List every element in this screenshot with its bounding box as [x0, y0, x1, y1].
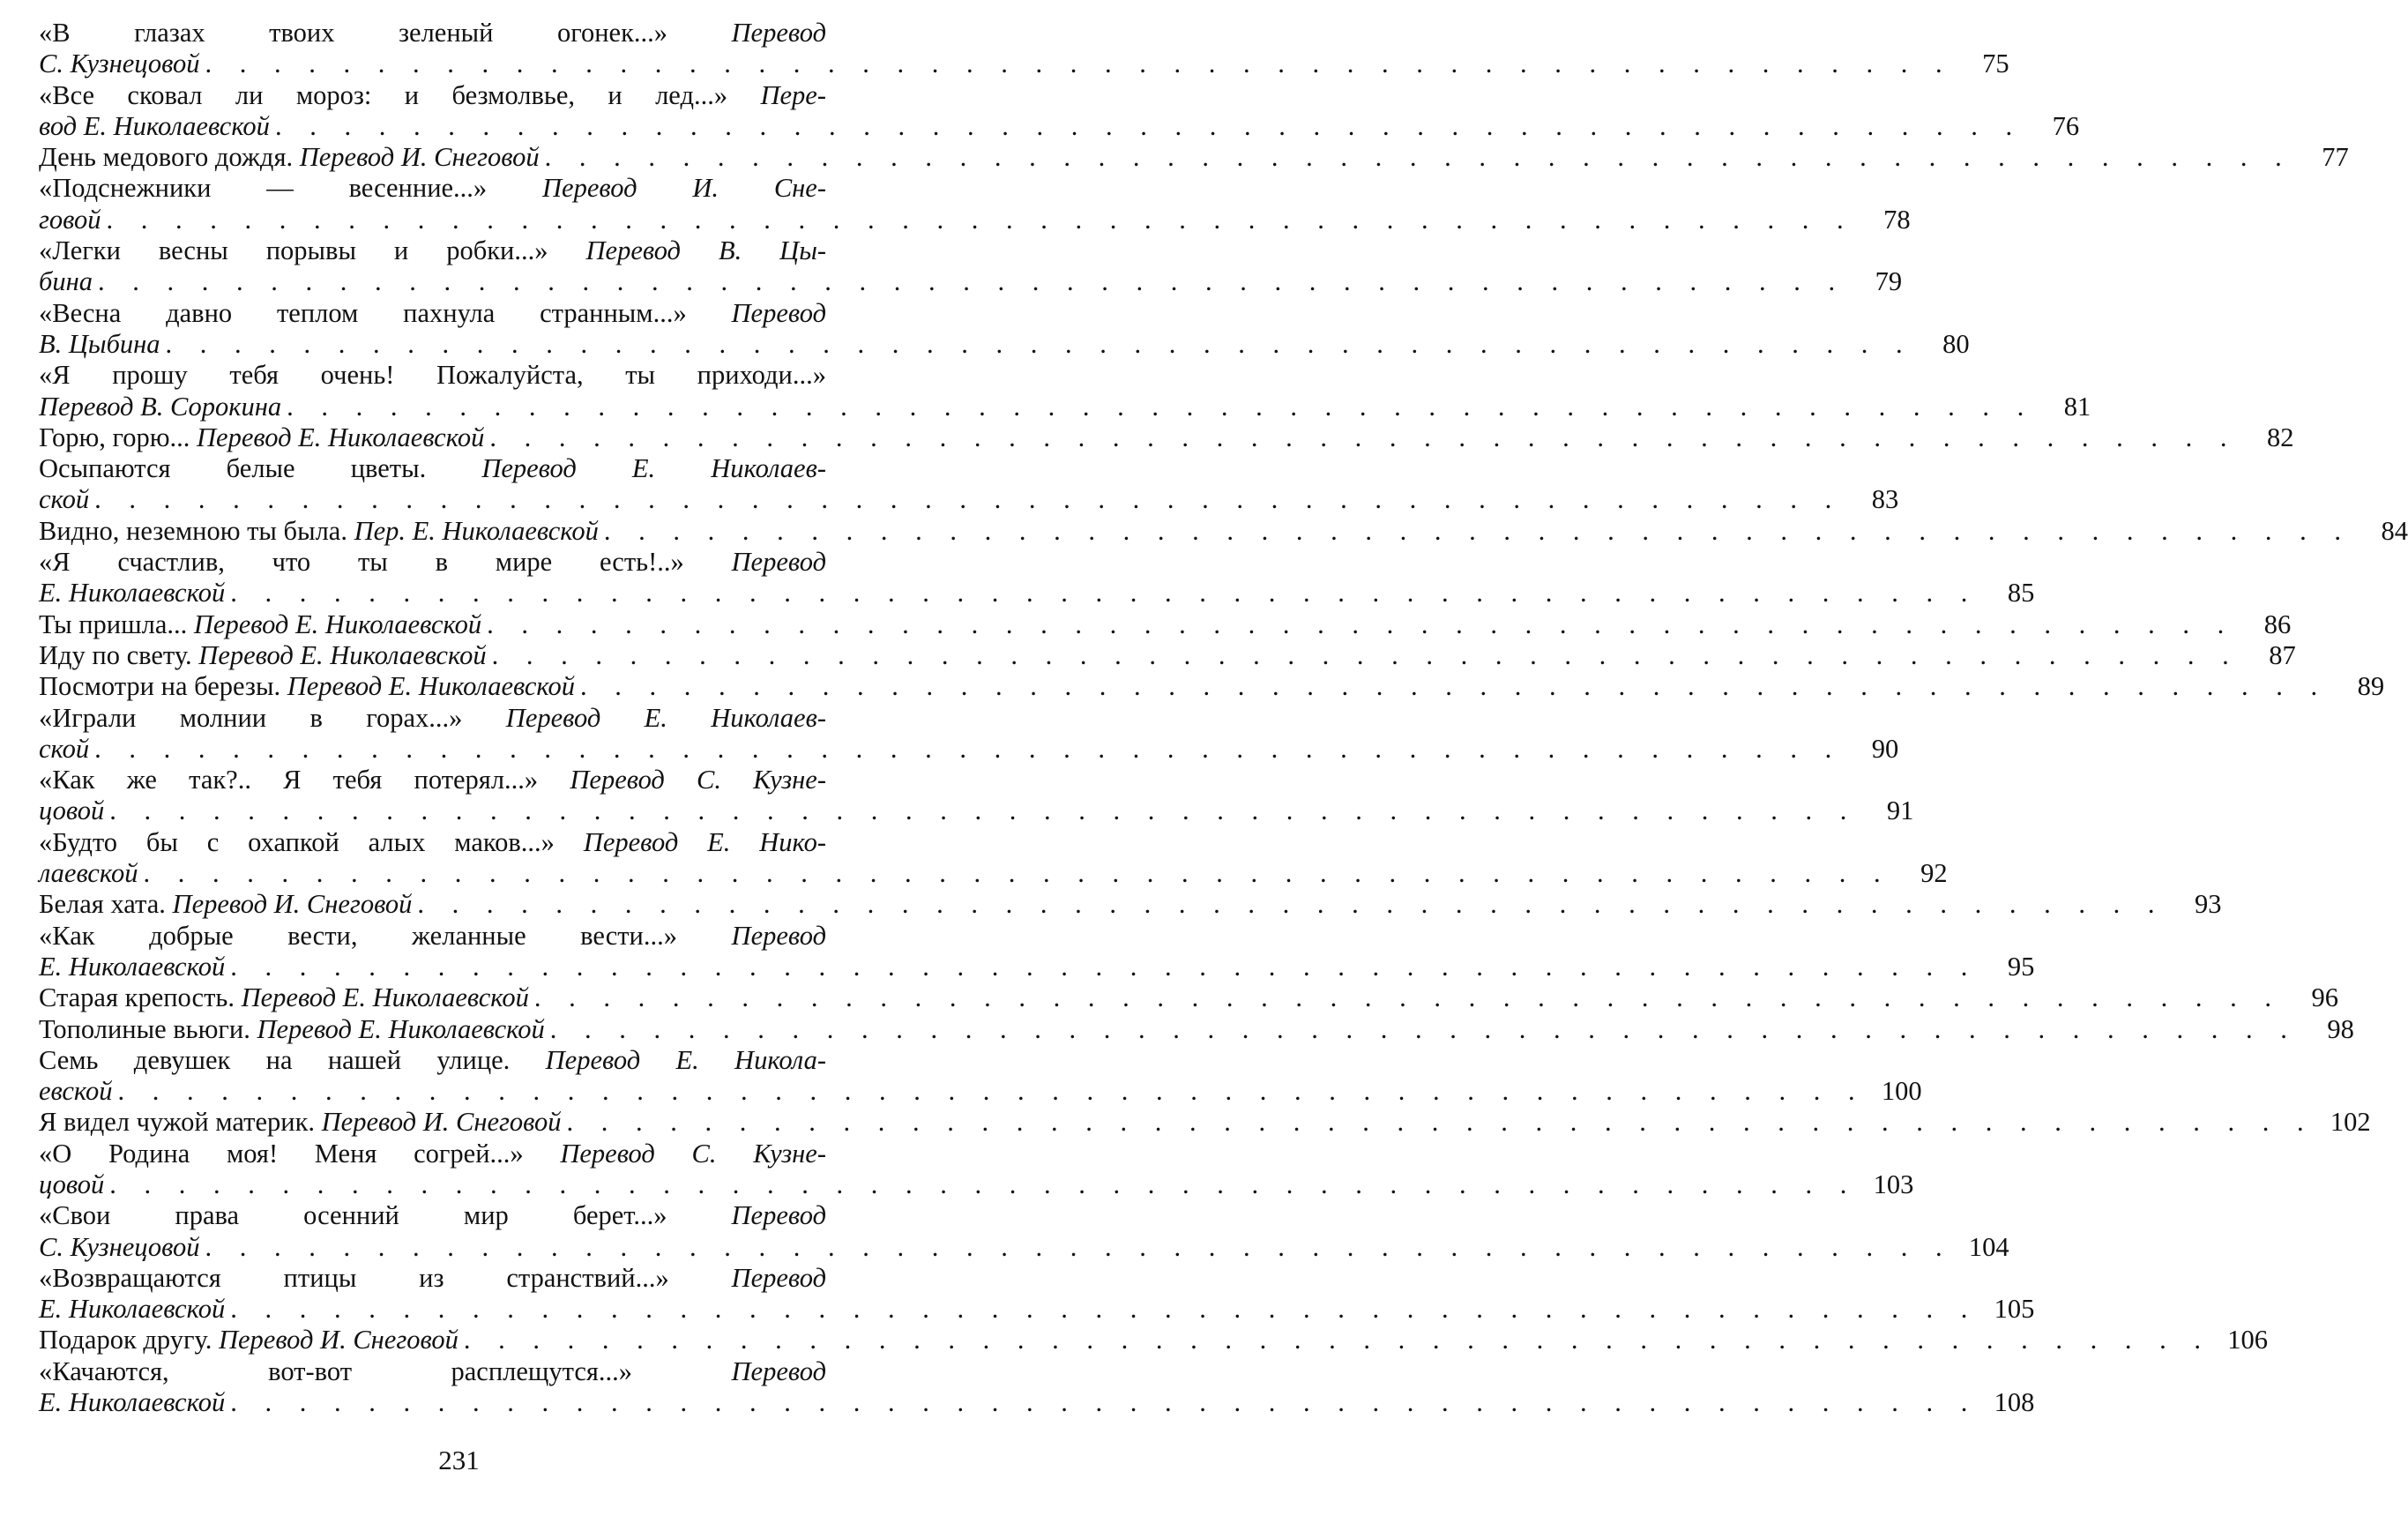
- entry-translator: Перевод: [731, 547, 826, 578]
- toc-entry: [39, 889, 2222, 920]
- entry-page-number: 98: [2327, 1013, 2354, 1044]
- leader-dots: [104, 795, 1857, 826]
- entry-translator: Перевод Е. Николаевской: [193, 609, 482, 639]
- entry-translator: Перевод Е. Николаевской: [197, 422, 485, 452]
- leader-dots: [540, 142, 2292, 173]
- toc-entry: [39, 765, 1914, 827]
- entry-translator: Перевод: [731, 297, 826, 328]
- entry-page-number: 76: [2052, 110, 2080, 141]
- entry-page-number: 86: [2263, 609, 2292, 639]
- entry-title: «Как же так?.. Я тебя потерял...»: [39, 765, 539, 795]
- entry-translator-cont: евской: [39, 1076, 113, 1107]
- entry-title: «О Родина моя! Меня согрей...»: [39, 1138, 524, 1169]
- entry-title: Старая крепость.: [39, 982, 235, 1013]
- page-number: 231: [438, 1445, 480, 1475]
- entry-page-number: 77: [2322, 142, 2349, 173]
- entry-translator: Перевод Е. Николаевской: [198, 639, 487, 670]
- entry-translator: Перевод Е. Николаевской: [287, 671, 576, 702]
- entry-page-number: 104: [1968, 1231, 2009, 1262]
- entry-translator: Перевод: [731, 920, 827, 951]
- entry-title: День медового дождя.: [39, 142, 294, 173]
- entry-title: «В глазах твоих зеленый огонек...»: [39, 18, 668, 48]
- leader-dots: [104, 1169, 1857, 1200]
- entry-translator: Перевод С. Кузне-: [570, 765, 826, 795]
- leader-dots: [281, 392, 2034, 422]
- toc-entry: [39, 142, 2349, 173]
- entry-page-number: 90: [1871, 733, 1899, 764]
- toc-entry: [39, 18, 2009, 80]
- entry-page-number: 92: [1920, 858, 1948, 889]
- entry-page-number: 100: [1881, 1076, 1922, 1107]
- entry-page-number: 95: [2007, 951, 2035, 982]
- entry-page-number: 81: [2063, 391, 2091, 422]
- entry-translator: Перевод: [731, 1355, 826, 1386]
- entry-translator: Перевод Е. Николаевской: [257, 1013, 545, 1044]
- toc-entry: [39, 1200, 2009, 1263]
- entry-translator-cont: вод Е. Николаевской: [39, 110, 270, 141]
- entry-page-number: 103: [1873, 1169, 1914, 1199]
- leader-dots: [484, 422, 2237, 453]
- toc-entry: [39, 173, 1911, 235]
- entry-translator-cont: ской: [39, 484, 90, 515]
- toc-entry: [39, 79, 2080, 143]
- leader-dots: [599, 516, 2352, 547]
- entry-title: «Подснежники — весенние...»: [39, 173, 488, 204]
- toc-entry: [39, 1325, 2268, 1355]
- toc-entry: [39, 609, 2292, 640]
- toc-entry: [39, 235, 1903, 298]
- entry-translator: Перевод И. Снеговой: [321, 1107, 562, 1138]
- entry-title: Видно, неземною ты была.: [39, 515, 347, 546]
- leader-dots: [93, 266, 1845, 297]
- entry-translator: Перевод В. Цы-: [585, 235, 827, 266]
- entry-translator: Перевод Е. Никола-: [545, 1044, 826, 1075]
- entry-page-number: 91: [1886, 795, 1914, 826]
- entry-page-number: 82: [2266, 422, 2294, 452]
- entry-translator: Перевод И. Снеговой: [172, 889, 413, 920]
- entry-translator-cont: говой: [39, 204, 101, 235]
- entry-translator: Пере-: [760, 79, 826, 110]
- toc-entry: [39, 826, 1948, 890]
- entry-page-number: 83: [1871, 484, 1899, 515]
- toc-entry: [39, 1138, 1914, 1201]
- toc-entry: [39, 1262, 2035, 1326]
- leader-dots: [487, 640, 2240, 671]
- toc-entry: [39, 453, 1899, 516]
- leader-dots: [113, 1076, 1866, 1107]
- leader-dots: [529, 982, 2282, 1013]
- toc-entry: [39, 515, 2408, 547]
- leader-dots: [160, 329, 1913, 360]
- entry-page-number: 75: [1982, 49, 2009, 79]
- leader-dots: [225, 1387, 1978, 1418]
- entry-title: Ты пришла...: [39, 609, 188, 639]
- leader-dots: [225, 1294, 1978, 1325]
- entry-translator-cont: С. Кузнецовой: [39, 1231, 200, 1262]
- leader-dots: [225, 952, 1978, 982]
- leader-dots: [89, 484, 1842, 515]
- entry-page-number: 96: [2311, 982, 2339, 1013]
- entry-title: «Как добрые вести, желанные вести...»: [39, 920, 678, 951]
- table-of-contents: [39, 18, 2408, 1418]
- toc-entry: [39, 1107, 2371, 1138]
- leader-dots: [575, 671, 2328, 702]
- toc-entry: [39, 671, 2385, 702]
- entry-title: «Возвращаются птицы из странствий...»: [39, 1262, 669, 1293]
- entry-translator: Перевод Е. Николаев-: [505, 702, 826, 733]
- toc-entry: [39, 702, 1899, 765]
- entry-title: «Свои права осенний мир берет...»: [39, 1200, 667, 1231]
- entry-translator-cont: цовой: [39, 1169, 105, 1199]
- entry-title: Семь девушек на нашей улице.: [39, 1044, 511, 1075]
- entry-translator: Перевод С. Кузне-: [560, 1138, 826, 1169]
- toc-entry: [39, 1013, 2354, 1045]
- entry-page-number: 106: [2227, 1325, 2268, 1355]
- entry-title: «Я прошу тебя очень! Пожалуйста, ты приходи...»: [39, 360, 826, 391]
- toc-entry: [39, 920, 2035, 983]
- entry-translator-cont: цовой: [39, 795, 105, 826]
- entry-translator-cont: С. Кузнецовой: [39, 49, 200, 79]
- leader-dots: [562, 1107, 2315, 1138]
- entry-translator: Перевод Е. Николаевской: [241, 982, 529, 1013]
- entry-page-number: 78: [1883, 204, 1911, 235]
- entry-title: Тополиные вьюги.: [39, 1013, 250, 1044]
- entry-page-number: 87: [2269, 639, 2296, 670]
- leader-dots: [412, 889, 2165, 920]
- entry-title: «Весна давно теплом пахнула странным...»: [39, 297, 687, 328]
- entry-title: «Качаются, вот-вот расплещутся...»: [39, 1355, 633, 1386]
- leader-dots: [545, 1014, 2298, 1045]
- toc-entry: [39, 547, 2035, 609]
- entry-title: Иду по свету.: [39, 639, 192, 670]
- entry-title: Белая хата.: [39, 889, 166, 920]
- entry-translator-cont: лаевской: [39, 858, 138, 889]
- toc-entry: [39, 422, 2294, 453]
- entry-translator-cont: Е. Николаевской: [39, 578, 226, 609]
- entry-translator-cont: В. Цыбина: [39, 328, 160, 359]
- entry-title: «Играли молнии в горах...»: [39, 702, 463, 733]
- leader-dots: [481, 609, 2234, 640]
- entry-title: Горю, горю...: [39, 422, 190, 452]
- entry-translator: Перевод И. Сне-: [542, 173, 826, 204]
- toc-entry: [39, 1044, 1922, 1108]
- entry-page-number: 89: [2357, 671, 2385, 702]
- leader-dots: [101, 205, 1854, 235]
- leader-dots: [225, 578, 1978, 609]
- leader-dots: [199, 49, 1952, 79]
- toc-entry: [39, 360, 2091, 422]
- entry-translator-cont: бина: [39, 266, 93, 297]
- entry-translator: Перевод: [731, 1262, 827, 1293]
- entry-translator: Пер. Е. Николаевской: [354, 515, 599, 546]
- entry-title: Подарок другу.: [39, 1325, 212, 1355]
- entry-page-number: 80: [1942, 328, 1970, 359]
- toc-entry: [39, 297, 1970, 361]
- entry-translator: Перевод Е. Николаев-: [481, 453, 826, 484]
- toc-entry: [39, 1355, 2035, 1419]
- entry-translator-cont: Е. Николаевской: [39, 1387, 226, 1418]
- entry-page-number: 102: [2330, 1107, 2371, 1138]
- entry-translator: Перевод Е. Нико-: [583, 826, 827, 857]
- entry-title: «Легки весны порывы и робки...»: [39, 235, 548, 266]
- entry-translator: Перевод: [731, 18, 826, 48]
- entry-page-number: 79: [1875, 266, 1903, 297]
- entry-title: «Все сковал ли мороз: и безмолвье, и лед...»: [39, 79, 728, 110]
- leader-dots: [270, 111, 2023, 142]
- entry-translator: Перевод: [731, 1200, 826, 1231]
- leader-dots: [138, 858, 1890, 889]
- entry-translator-cont: ской: [39, 733, 90, 764]
- leader-dots: [89, 734, 1842, 765]
- entry-translator-cont: Перевод В. Сорокина: [39, 391, 282, 422]
- entry-translator: Перевод И. Снеговой: [299, 142, 540, 173]
- leader-dots: [199, 1232, 1952, 1263]
- entry-title: Осыпаются белые цветы.: [39, 453, 427, 484]
- entry-page-number: 105: [1994, 1294, 2035, 1325]
- leader-dots: [458, 1325, 2211, 1355]
- entry-title: «Я счастлив, что ты в мире есть!..»: [39, 547, 684, 578]
- entry-page-number: 84: [2381, 515, 2408, 546]
- entry-translator: Перевод И. Снеговой: [218, 1325, 458, 1355]
- toc-entry: [39, 982, 2339, 1013]
- toc-entry: [39, 639, 2296, 671]
- entry-title: Я видел чужой материк.: [39, 1107, 316, 1138]
- entry-translator-cont: Е. Николаевской: [39, 951, 226, 982]
- entry-page-number: 93: [2195, 889, 2222, 920]
- entry-translator-cont: Е. Николаевской: [39, 1294, 226, 1325]
- entry-page-number: 85: [2007, 578, 2035, 609]
- entry-title: «Будто бы с охапкой алых маков...»: [39, 826, 555, 857]
- entry-title: Посмотри на березы.: [39, 671, 281, 702]
- entry-page-number: 108: [1994, 1387, 2035, 1418]
